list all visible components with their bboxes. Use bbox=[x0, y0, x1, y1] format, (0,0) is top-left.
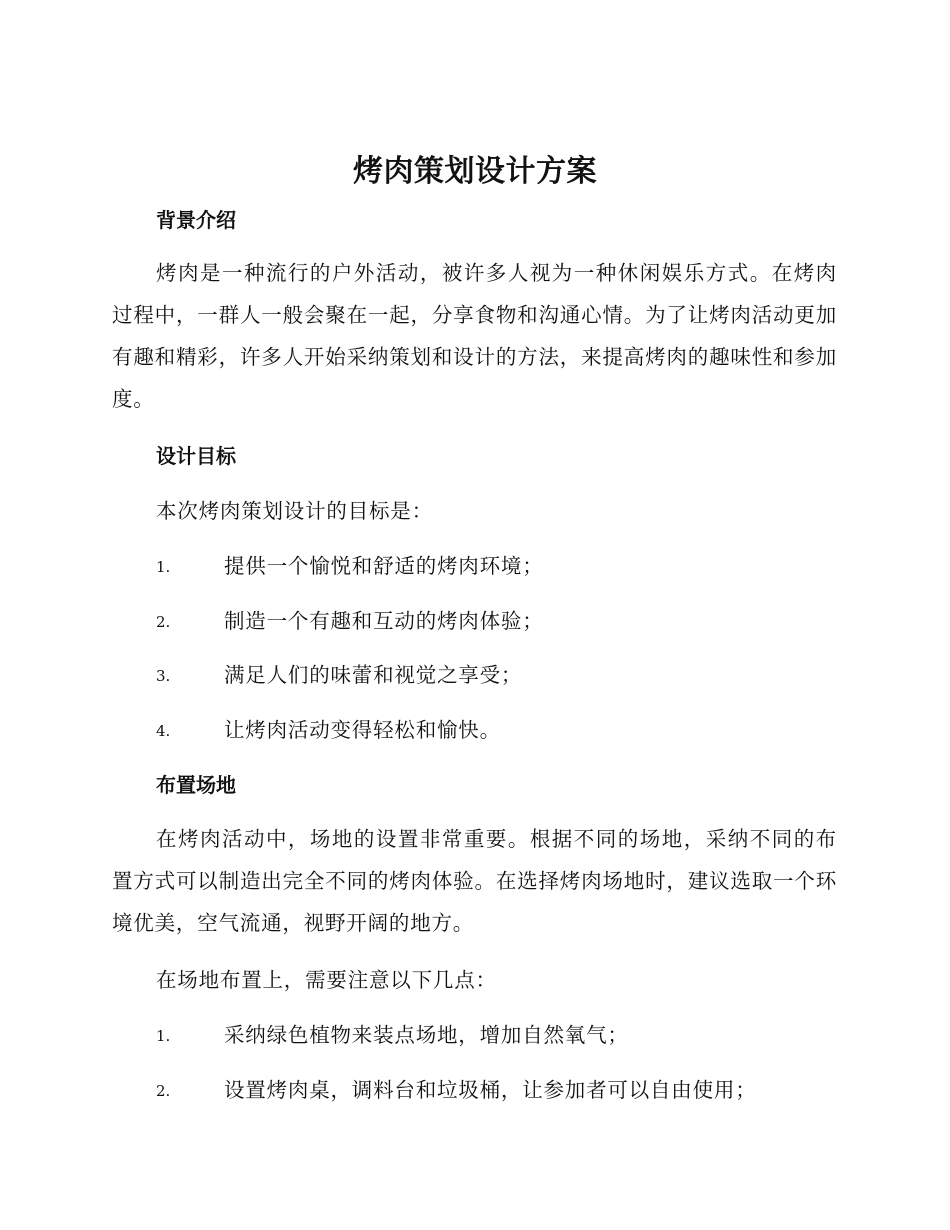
section-heading-venue: 布置场地 bbox=[156, 773, 236, 797]
list-item bbox=[0, 716, 950, 746]
section-heading-goals: 设计目标 bbox=[156, 444, 236, 468]
list-item-text: 让烤肉活动变得轻松和愉快。 bbox=[224, 718, 501, 742]
list-item-number: 2. bbox=[156, 1082, 171, 1100]
list-item-number: 4. bbox=[156, 722, 171, 740]
list-item-text: 制造一个有趣和互动的烤肉体验； bbox=[224, 609, 544, 633]
list-item-number: 2. bbox=[156, 613, 171, 631]
venue-paragraph: 在烤肉活动中，场地的设置非常重要。根据不同的场地，采纳不同的布置方式可以制造出完全不同的烤肉体验。在选择烤肉场地时，建议选取一个环境优美，空气流通，视野开阔的地方。 bbox=[112, 827, 837, 935]
list-item-number: 1. bbox=[156, 558, 171, 576]
list-item bbox=[0, 1076, 950, 1106]
background-paragraph: 烤肉是一种流行的户外活动，被许多人视为一种休闲娱乐方式。在烤肉过程中，一群人一般会聚在一起，分享食物和沟通心情。为了让烤肉活动更加有趣和精彩，许多人开始采纳策划和设计的方法，来提高烤肉的趣味性和参加度。 bbox=[112, 261, 837, 411]
list-item-number: 3. bbox=[156, 667, 171, 685]
list-item-text: 满足人们的味蕾和视觉之享受； bbox=[224, 663, 523, 687]
document-title: 烤肉策划设计方案 bbox=[353, 154, 597, 189]
list-item bbox=[0, 607, 950, 637]
list-item-text: 采纳绿色植物来装点场地，增加自然氧气； bbox=[224, 1023, 629, 1047]
goals-intro: 本次烤肉策划设计的目标是： bbox=[156, 499, 433, 523]
list-item bbox=[0, 552, 950, 582]
list-item bbox=[0, 1021, 950, 1051]
list-item bbox=[0, 661, 950, 691]
section-heading-background: 背景介绍 bbox=[156, 208, 236, 232]
list-item-text: 提供一个愉悦和舒适的烤肉环境； bbox=[224, 554, 544, 578]
venue-intro: 在场地布置上，需要注意以下几点： bbox=[156, 968, 497, 992]
list-item-text: 设置烤肉桌，调料台和垃圾桶，让参加者可以自由使用； bbox=[224, 1078, 757, 1102]
list-item-number: 1. bbox=[156, 1027, 171, 1045]
